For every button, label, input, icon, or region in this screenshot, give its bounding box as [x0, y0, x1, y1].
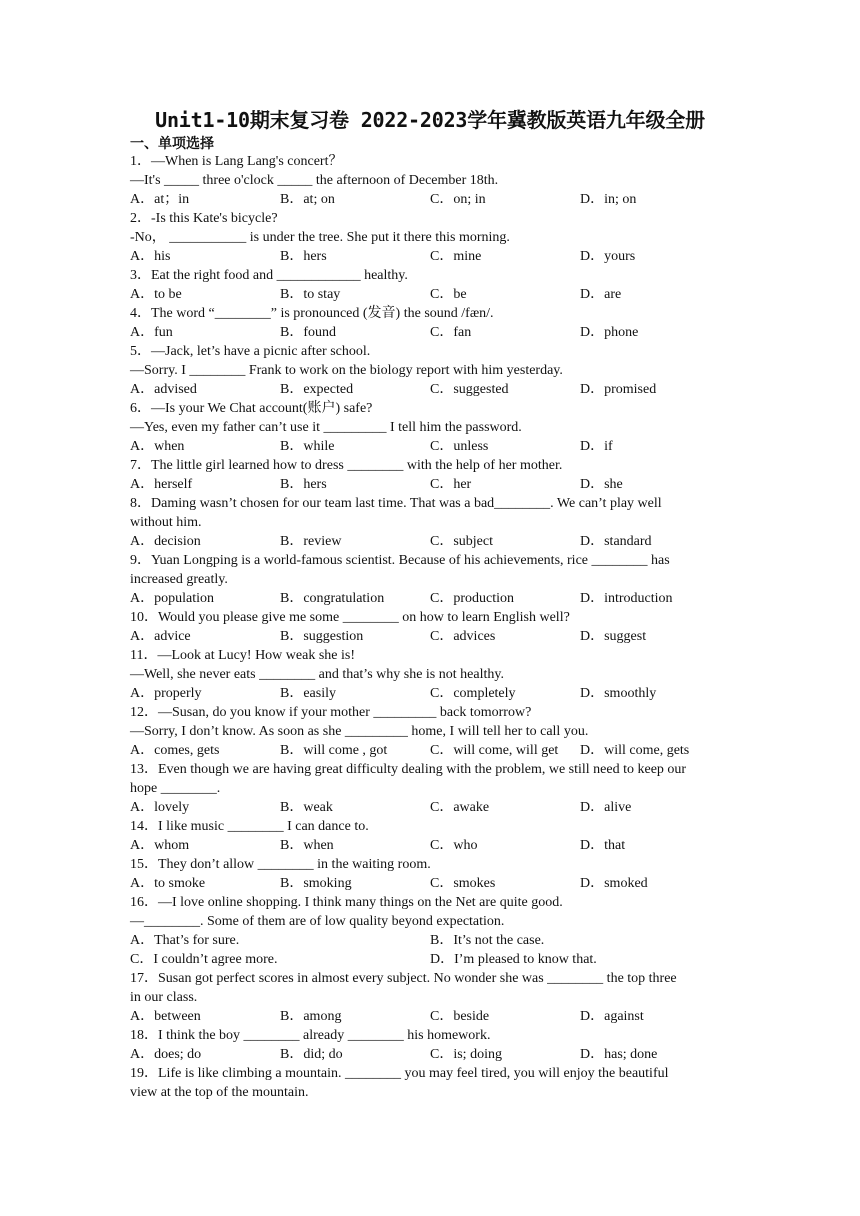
question-line: —Sorry. I ________ Frank to work on the biology report with him yesterday. — [130, 363, 563, 378]
options-row — [130, 836, 732, 855]
answer-option: B．to stay — [280, 287, 341, 302]
answer-option: D．smoked — [580, 876, 648, 891]
question-line: -No， ___________ is under the tree. She put it there this morning. — [130, 230, 510, 245]
answer-option: B．easily — [280, 686, 336, 701]
options-row — [130, 323, 732, 342]
options-row — [130, 798, 732, 817]
question-item — [130, 1026, 732, 1064]
answer-option: C．subject — [430, 534, 493, 549]
options-row — [130, 475, 732, 494]
answer-option: D．phone — [580, 325, 639, 340]
answer-option: A．between — [130, 1009, 201, 1024]
answer-option: A．advice — [130, 629, 191, 644]
options-row — [130, 684, 732, 703]
question-list — [130, 152, 732, 1102]
answer-option: C．awake — [430, 800, 490, 815]
options-row — [130, 589, 732, 608]
answer-option: D．has; done — [580, 1047, 658, 1062]
question-item — [130, 760, 732, 817]
answer-option: C．on; in — [430, 192, 486, 207]
answer-option: C．production — [430, 591, 514, 606]
question-item — [130, 494, 732, 551]
question-stem: 5．—Jack, let’s have a picnic after school. — [130, 344, 371, 359]
answer-option: C．is; doing — [430, 1047, 502, 1062]
answer-option: B．congratulation — [280, 591, 385, 606]
question-line: view at the top of the mountain. — [130, 1085, 309, 1100]
answer-option: C．suggested — [430, 382, 509, 397]
answer-option: D．that — [580, 838, 626, 853]
question-item — [130, 551, 732, 608]
question-stem: 4．The word “________” is pronounced (发音) the sound /fæn/. — [130, 306, 494, 321]
answer-option: B．It’s not the case. — [430, 933, 545, 948]
answer-option: B．while — [280, 439, 335, 454]
question-line: increased greatly. — [130, 572, 228, 587]
question-stem: 14．I like music ________ I can dance to. — [130, 819, 369, 834]
answer-option: A．properly — [130, 686, 202, 701]
answer-option: A．That’s for sure. — [130, 933, 240, 948]
options-row — [130, 627, 732, 646]
answer-option: C．beside — [430, 1009, 490, 1024]
question-item — [130, 969, 732, 1026]
answer-option: C．advices — [430, 629, 496, 644]
answer-option: A．fun — [130, 325, 173, 340]
answer-option: B．hers — [280, 477, 327, 492]
answer-option: B．found — [280, 325, 336, 340]
answer-option: A．to smoke — [130, 876, 206, 891]
question-stem: 2．-Is this Kate's bicycle? — [130, 211, 278, 226]
answer-option: A．advised — [130, 382, 197, 397]
options-row — [130, 931, 732, 950]
options-row — [130, 190, 732, 209]
question-stem: 10．Would you please give me some ________ on how to learn English well? — [130, 610, 570, 625]
answer-option: A．whom — [130, 838, 190, 853]
question-item — [130, 209, 732, 266]
question-stem: 17．Susan got perfect scores in almost every subject. No wonder she was ________ the top three — [130, 971, 677, 986]
question-item — [130, 646, 732, 703]
answer-option: D．are — [580, 287, 622, 302]
answer-option: B．will come , got — [280, 743, 388, 758]
question-item — [130, 817, 732, 855]
answer-option: B．smoking — [280, 876, 352, 891]
answer-option: A．does; do — [130, 1047, 202, 1062]
answer-option: D．smoothly — [580, 686, 657, 701]
answer-option: B．did; do — [280, 1047, 343, 1062]
question-stem: 13．Even though we are having great difficulty dealing with the problem, we still need to keep our — [130, 762, 687, 777]
answer-option: A．to be — [130, 287, 182, 302]
answer-option: D．I’m pleased to know that. — [430, 952, 597, 967]
answer-option: C．her — [430, 477, 472, 492]
question-stem: 1．—When is Lang Lang's concert？ — [130, 154, 343, 169]
answer-option: A．comes, gets — [130, 743, 220, 758]
answer-option: D．will come, gets — [580, 743, 690, 758]
answer-option: C．who — [430, 838, 478, 853]
question-stem: 16．—I love online shopping. I think many things on the Net are quite good. — [130, 895, 563, 910]
question-stem: 12．—Susan, do you know if your mother _________ back tomorrow? — [130, 705, 532, 720]
question-item — [130, 304, 732, 342]
options-row — [130, 874, 732, 893]
question-line: in our class. — [130, 990, 198, 1005]
answer-option: D．in; on — [580, 192, 637, 207]
question-stem: 9．Yuan Longping is a world-famous scientist. Because of his achievements, rice ________ has — [130, 553, 670, 568]
answer-option: A．herself — [130, 477, 193, 492]
answer-option: B．when — [280, 838, 334, 853]
answer-option: D．she — [580, 477, 623, 492]
answer-option: C．unless — [430, 439, 489, 454]
section-heading: 一、单项选择 — [130, 136, 214, 152]
question-item — [130, 266, 732, 304]
question-line: —Well, she never eats ________ and that’s why she is not healthy. — [130, 667, 504, 682]
question-stem: 8．Daming wasn’t chosen for our team last time. That was a bad________. We can’t play well — [130, 496, 662, 511]
question-line: —________. Some of them are of low quality beyond expectation. — [130, 914, 505, 929]
options-row — [130, 247, 732, 266]
answer-option: C．will come, will get — [430, 743, 559, 758]
question-item — [130, 152, 732, 209]
question-item — [130, 703, 732, 760]
question-item — [130, 855, 732, 893]
answer-option: B．weak — [280, 800, 333, 815]
answer-option: D．yours — [580, 249, 636, 264]
document-title: Unit1-10期末复习卷 2022-2023学年冀教版英语九年级全册 — [155, 108, 705, 132]
question-stem: 6．—Is your We Chat account(账户) safe? — [130, 401, 373, 416]
question-stem: 3．Eat the right food and ____________ healthy. — [130, 268, 408, 283]
answer-option: C．smokes — [430, 876, 496, 891]
question-stem: 7．The little girl learned how to dress ________ with the help of her mother. — [130, 458, 563, 473]
answer-option: D．promised — [580, 382, 657, 397]
options-row — [130, 1007, 732, 1026]
question-line: —Sorry, I don’t know. As soon as she _________ home, I will tell her to call you. — [130, 724, 589, 739]
question-line: —It's _____ three o'clock _____ the afternoon of December 18th. — [130, 173, 499, 188]
question-stem: 11．—Look at Lucy! How weak she is! — [130, 648, 355, 663]
question-item — [130, 456, 732, 494]
answer-option: A．when — [130, 439, 185, 454]
answer-option: C．I couldn’t agree more. — [130, 952, 278, 967]
answer-option: B．at; on — [280, 192, 335, 207]
answer-option: D．if — [580, 439, 613, 454]
question-item — [130, 608, 732, 646]
answer-option: B．review — [280, 534, 342, 549]
answer-option: D．introduction — [580, 591, 673, 606]
answer-option: B．expected — [280, 382, 354, 397]
answer-option: C．completely — [430, 686, 516, 701]
answer-option: B．hers — [280, 249, 327, 264]
options-row — [130, 532, 732, 551]
question-item — [130, 399, 732, 456]
answer-option: A．his — [130, 249, 171, 264]
options-row — [130, 1045, 732, 1064]
question-line: —Yes, even my father can’t use it _________ I tell him the password. — [130, 420, 522, 435]
options-row — [130, 285, 732, 304]
question-line: without him. — [130, 515, 202, 530]
options-row — [130, 437, 732, 456]
answer-option: A．lovely — [130, 800, 190, 815]
options-row — [130, 741, 732, 760]
answer-option: D．alive — [580, 800, 632, 815]
answer-option: C．mine — [430, 249, 482, 264]
answer-option: A．population — [130, 591, 214, 606]
answer-option: C．fan — [430, 325, 472, 340]
question-item — [130, 1064, 732, 1102]
answer-option: D．suggest — [580, 629, 647, 644]
answer-option: D．standard — [580, 534, 652, 549]
answer-option: D．against — [580, 1009, 644, 1024]
answer-option: C．be — [430, 287, 467, 302]
question-stem: 18．I think the boy ________ already ________ his homework. — [130, 1028, 491, 1043]
question-item — [130, 342, 732, 399]
question-line: hope ________. — [130, 781, 221, 796]
answer-option: A．decision — [130, 534, 201, 549]
question-stem: 19．Life is like climbing a mountain. ________ you may feel tired, you will enjoy the beautiful — [130, 1066, 669, 1081]
answer-option: B．among — [280, 1009, 342, 1024]
answer-option: A．at；in — [130, 192, 190, 207]
question-stem: 15．They don’t allow ________ in the waiting room. — [130, 857, 431, 872]
options-row — [130, 950, 732, 969]
question-item — [130, 893, 732, 969]
options-row — [130, 380, 732, 399]
answer-option: B．suggestion — [280, 629, 364, 644]
